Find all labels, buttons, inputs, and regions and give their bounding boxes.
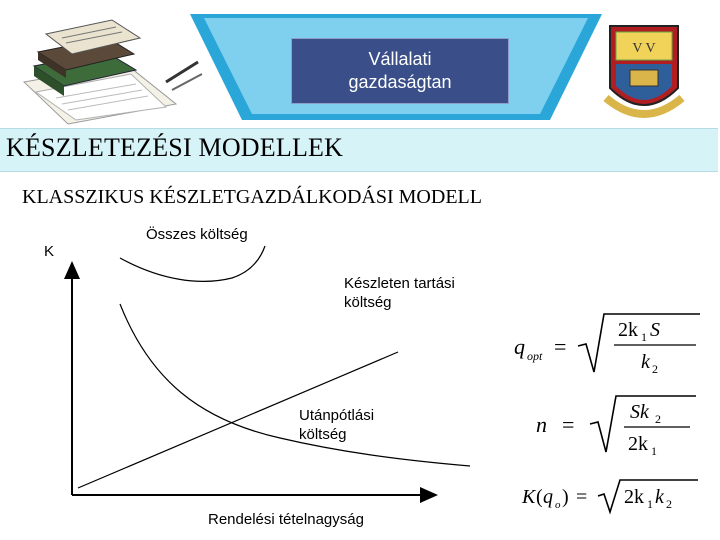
svg-text:q: q	[514, 334, 525, 359]
svg-text:S: S	[650, 319, 660, 341]
svg-text:Sk: Sk	[630, 401, 649, 423]
section-subtitle: KLASSZIKUS KÉSZLETGAZDÁLKODÁSI MODELL	[22, 186, 482, 208]
svg-text:2k: 2k	[624, 486, 644, 508]
university-crest-icon	[602, 18, 686, 130]
formulas	[500, 300, 705, 535]
svg-text:=: =	[562, 412, 575, 437]
svg-text:k: k	[655, 486, 664, 508]
svg-text:n: n	[536, 412, 547, 437]
x-axis-label: Rendelési tételnagyság	[208, 511, 364, 528]
banner-title-line1: Vállalati	[368, 49, 432, 69]
svg-text:2: 2	[652, 362, 658, 376]
svg-text:=: =	[576, 486, 588, 508]
svg-text:): )	[562, 486, 569, 508]
reorder-cost-label	[299, 406, 419, 444]
books-and-documents-icon	[16, 12, 206, 130]
section-title: KÉSZLETEZÉSI MODELLEK	[6, 133, 344, 162]
svg-text:1: 1	[647, 497, 653, 511]
reorder-cost-label-line1: Utánpótlási	[299, 407, 375, 424]
svg-text:1: 1	[651, 444, 657, 458]
banner-title	[291, 38, 509, 104]
holding-cost-label	[344, 274, 504, 312]
svg-text:2k: 2k	[618, 319, 638, 341]
holding-cost-label-line1: Készleten tartási	[344, 275, 455, 292]
banner-title-line2: gazdaságtan	[348, 72, 452, 92]
reorder-cost-label-line2: költség	[299, 426, 347, 443]
holding-cost-label-line2: költség	[344, 294, 392, 311]
svg-text:V V: V V	[632, 41, 656, 56]
svg-text:2: 2	[655, 412, 661, 426]
formula-K	[521, 480, 698, 512]
cost-curve-diagram	[0, 220, 500, 540]
total-cost-curve	[120, 246, 265, 281]
svg-text:k: k	[641, 351, 650, 373]
y-axis-label: K	[44, 243, 55, 260]
formula-q-opt	[514, 314, 700, 376]
svg-text:2: 2	[666, 497, 672, 511]
formula-n	[536, 396, 696, 458]
svg-text:o: o	[555, 499, 561, 511]
svg-text:K: K	[522, 486, 536, 508]
svg-text:=: =	[554, 334, 567, 359]
total-cost-label: Összes költség	[146, 226, 248, 243]
svg-text:q: q	[543, 486, 553, 508]
svg-text:2k: 2k	[628, 433, 648, 455]
svg-text:opt: opt	[527, 349, 543, 363]
svg-text:1: 1	[641, 330, 647, 344]
svg-text:(: (	[536, 486, 543, 508]
